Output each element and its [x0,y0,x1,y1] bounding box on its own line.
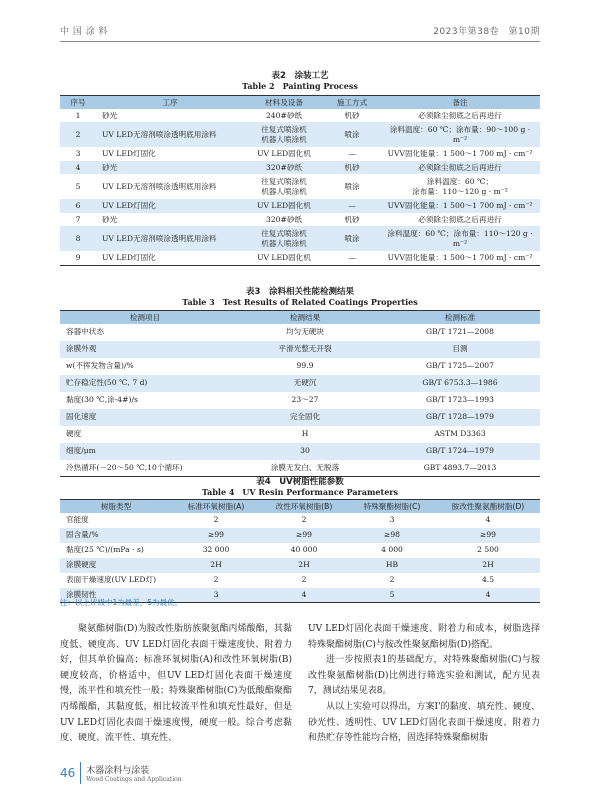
cell: 8 [60,226,96,251]
cell: 无硬沉 [230,375,380,392]
cell: 目测 [380,341,540,358]
table3-header-row [60,311,540,324]
table-row [60,543,540,558]
cell: — [348,149,356,159]
table2-header-row [60,96,540,109]
table2 [60,95,540,266]
table2-caption-cn: 表2 涂装工艺 [271,71,329,81]
table-row [60,226,540,251]
cell: 4 000 [381,545,403,555]
table-row [60,443,540,460]
cell: 2 [213,515,219,525]
cell: 必须除尘彻底之后再进行 [418,214,502,224]
cell: UV LED灯固化 [96,251,244,265]
cell: 2 [389,575,395,585]
table3-header: 检测结果 [230,311,380,324]
cell: 砂光 [96,161,244,175]
cell: 涂膜外观 [60,341,230,358]
cell: 9 [60,251,96,265]
cell: 涂料温度：60 ℃；涂布量：90～100 g · m⁻² [380,122,540,147]
cell: 机砂 [344,110,360,120]
header-rule [60,41,540,42]
cell: 320#砂纸 [244,161,324,175]
cell: HB [348,558,436,573]
table-row [60,161,540,175]
cell: 硬度 [66,429,82,439]
cell: 涂料温度：60 ℃； 涂布量：110～120 g · m⁻² [412,177,508,196]
cell: 1 [75,110,81,120]
cell: 贮存稳定性(50 ℃, 7 d) [60,375,230,392]
table-row [60,558,540,573]
cell: 2H [172,558,260,573]
cell: 2 500 [477,545,499,555]
cell: GB/T 1728—1979 [380,409,540,426]
cell: 机砂 [344,214,360,224]
cell: GB/T 1723—1993 [426,395,494,405]
cell: 23～27 [291,395,319,405]
table4-caption-en: Table 4 UV Resin Performance Parameters [201,487,399,497]
table2-header: 材料及设备 [244,96,324,109]
table4-header: 树脂类型 [60,500,172,513]
cell: 砂光 [102,214,118,224]
cell: 30 [230,443,380,460]
cell: 7 [75,214,81,224]
footer-journal-en: Wood Coatings and Application [86,776,182,783]
body-column-left [60,622,292,747]
table4 [60,499,540,603]
cell: 完全固化 [230,409,380,426]
cell: — [324,199,380,213]
cell: 2H [260,558,348,573]
table-row [60,358,540,375]
table3-header: 检测项目 [60,311,230,324]
cell: 99.9 [296,361,314,371]
cell: 3 [172,588,260,603]
footer-divider [80,762,81,784]
cell: 320#砂纸 [265,214,303,224]
cell: UV LED固化机 [244,251,324,265]
cell: ≥99 [260,528,348,543]
table3-header: 检测标准 [380,311,540,324]
table2-header: 施工方式 [324,96,380,109]
cell: GB/T 1724—1979 [380,443,540,460]
cell: GB/T 1725—2007 [426,361,494,371]
cell: 官能度 [66,515,89,525]
table4-header: 特殊聚酯树脂(C) [348,500,436,513]
issue-info: 2023年第38卷 第10期 [433,27,540,37]
page-footer [60,762,182,784]
table-row [60,375,540,392]
table4-header: 改性环氧树脂(B) [260,500,348,513]
cell: 5 [75,182,81,192]
table-row [60,341,540,358]
cell: 240#砂纸 [265,110,303,120]
running-header [60,24,540,38]
cell: UV LED无溶剂喷涂透明底用涂料 [102,182,217,192]
cell: 2 [213,575,219,585]
cell: 黏度(30 ℃,涂-4#)/s [66,395,138,405]
cell: 喷涂 [344,182,360,192]
body-paragraph: 进一步按照表1的基础配方，对特殊聚酯树脂(C)与胺改性聚氨酯树脂(D)比例进行筛选实验和测试，配方见表7，测试结果见表8。 [308,655,540,697]
cell: 往复式喷涂机 机器人喷涂机 [244,122,324,147]
cell: 40 000 [290,545,318,555]
table-row [60,324,540,341]
cell: 6 [60,199,96,213]
cell: 涂料温度：60 ℃；涂布量：110～120 g · m⁻² [380,226,540,251]
cell: 容器中状态 [66,327,104,337]
cell: 2 [60,122,96,147]
footer-journal-cn: 木器涂料与涂装 [86,766,150,776]
cell: UV LED无溶剂喷涂透明底用涂料 [96,226,244,251]
table-row [60,147,540,161]
cell: ASTM D3363 [434,429,486,439]
page-number: 46 [60,766,76,780]
cell: 细度/μm [60,443,230,460]
table-row [60,251,540,265]
cell: 2H [436,558,540,573]
cell: 2 [301,575,307,585]
cell: 涂膜韧性 [60,588,172,603]
cell: 3 [389,515,395,525]
table-row [60,426,540,443]
table-row [60,528,540,543]
cell: UVV固化能量：1 500～1 700 mJ · cm⁻² [387,149,533,159]
cell: UV LED固化机 [244,199,324,213]
cell: UV LED灯固化 [96,199,244,213]
cell: 32 000 [202,545,230,555]
cell: 砂光 [102,110,118,120]
cell: UVV固化能量：1 500～1 700 mJ · cm⁻² [380,251,540,265]
cell: — [324,251,380,265]
table2-header: 备注 [380,96,540,109]
cell: 黏度(25 ℃)/(mPa · s) [66,545,144,555]
cell: 平滑光整无开裂 [230,341,380,358]
table4-header: 标准环氧树脂(A) [172,500,260,513]
body-paragraph: UV LED灯固化表面干燥速度、附着力和成本，树脂选择特殊聚酯树脂(C)与胺改性聚氨酯树脂(D)搭配。 [308,624,540,650]
cell: 4.5 [481,575,495,585]
table-row [60,174,540,199]
table-row [60,513,540,528]
footer-journal [86,763,181,783]
cell: 表面干燥速度(UV LED灯) [66,575,157,585]
cell: 涂膜硬度 [60,558,172,573]
cell: 涂膜无发白、无脱落 [230,460,380,477]
cell: 必须除尘彻底之后再进行 [380,161,540,175]
table2-header: 序号 [60,96,96,109]
table3-caption [60,285,540,308]
cell: 4 [485,515,491,525]
body-paragraph: 聚氨酯树脂(D)为胺改性脂肪族聚氨酯丙烯酸酯，其黏度低、硬度高、UV LED灯固化表面干燥速度快、附着力好，但其单价偏高；标准环氧树脂(A)和改性环氧树脂(B)硬度较高，价格适中，但UV LED灯固化表面干燥速度慢，流平性和填充性一般；特殊聚酯树脂(C)为低酸酯聚酯丙烯酸酯，其黏度低，相比较流平性和填充性最好，但是UV LED灯固化表面干燥速度慢，硬度一般。综合考虑黏度、硬度、流平性、填充性、 [60,624,292,744]
cell: 喷涂 [324,122,380,147]
cell: UV LED无溶剂喷涂透明底用涂料 [96,122,244,147]
table-row [60,392,540,409]
table3-caption-cn: 表3 涂料相关性能检测结果 [246,287,354,297]
cell: 必须除尘彻底之后再进行 [418,110,502,120]
cell: ≥99 [436,528,540,543]
table2-header: 工序 [96,96,244,109]
cell: ≥99 [172,528,260,543]
cell: GB/T 1721—2008 [426,327,494,337]
cell: 4 [260,588,348,603]
table3 [60,310,540,477]
cell: ≥98 [348,528,436,543]
cell: UVV固化能量：1 500～1 700 mJ · cm⁻² [380,199,540,213]
table4-note: 注：以上评级中1为最差，5为最优。 [60,598,183,607]
cell: 往复式喷涂机 机器人喷涂机 [261,177,307,196]
cell: 固化速度 [60,409,230,426]
cell: 2 [301,515,307,525]
cell: 往复式喷涂机 机器人喷涂机 [244,226,324,251]
cell: 4 [436,588,540,603]
table-row [60,409,540,426]
cell: GB/T 6753.3—1986 [380,375,540,392]
cell: 3 [75,149,81,159]
table4-caption [60,475,540,498]
table2-caption-en: Table 2 Painting Process [242,81,358,91]
table2-caption [60,69,540,92]
table-row [60,109,540,123]
cell: UV LED固化机 [257,149,311,159]
cell: w(不挥发物含量)/% [66,361,134,371]
table-row [60,122,540,147]
table4-header-row [60,500,540,513]
table4-caption-cn: 表4 UV树脂性能参数 [256,477,344,487]
table-row [60,573,540,588]
cell: H [301,429,309,439]
cell: 5 [348,588,436,603]
cell: 喷涂 [324,226,380,251]
table-row [60,199,540,213]
table-row [60,213,540,227]
cell: 均匀无硬块 [286,327,324,337]
table-row [60,460,540,477]
cell: 机砂 [324,161,380,175]
cell: GBT 4893.7—2013 [380,460,540,477]
table4-header: 胺改性聚氨酯树脂(D) [436,500,540,513]
cell: 4 [60,161,96,175]
body-paragraph: 从以上实验可以得出，方案Ⅰ'的黏度、填充性、硬度、砂光性、透明性、UV LED灯固化表面干燥速度、附着力和热贮存等性能均合格，固选择特殊聚酯树脂 [308,701,540,744]
body-column-right [308,622,540,747]
cell: 固含量/% [60,528,172,543]
cell: 冷热循环(－20～50 ℃,10个循环) [60,460,230,477]
table3-caption-en: Table 3 Test Results of Related Coatings Properties [182,297,418,307]
cell: UV LED灯固化 [102,149,156,159]
journal-name: 中 国 涂 料 [60,27,109,37]
